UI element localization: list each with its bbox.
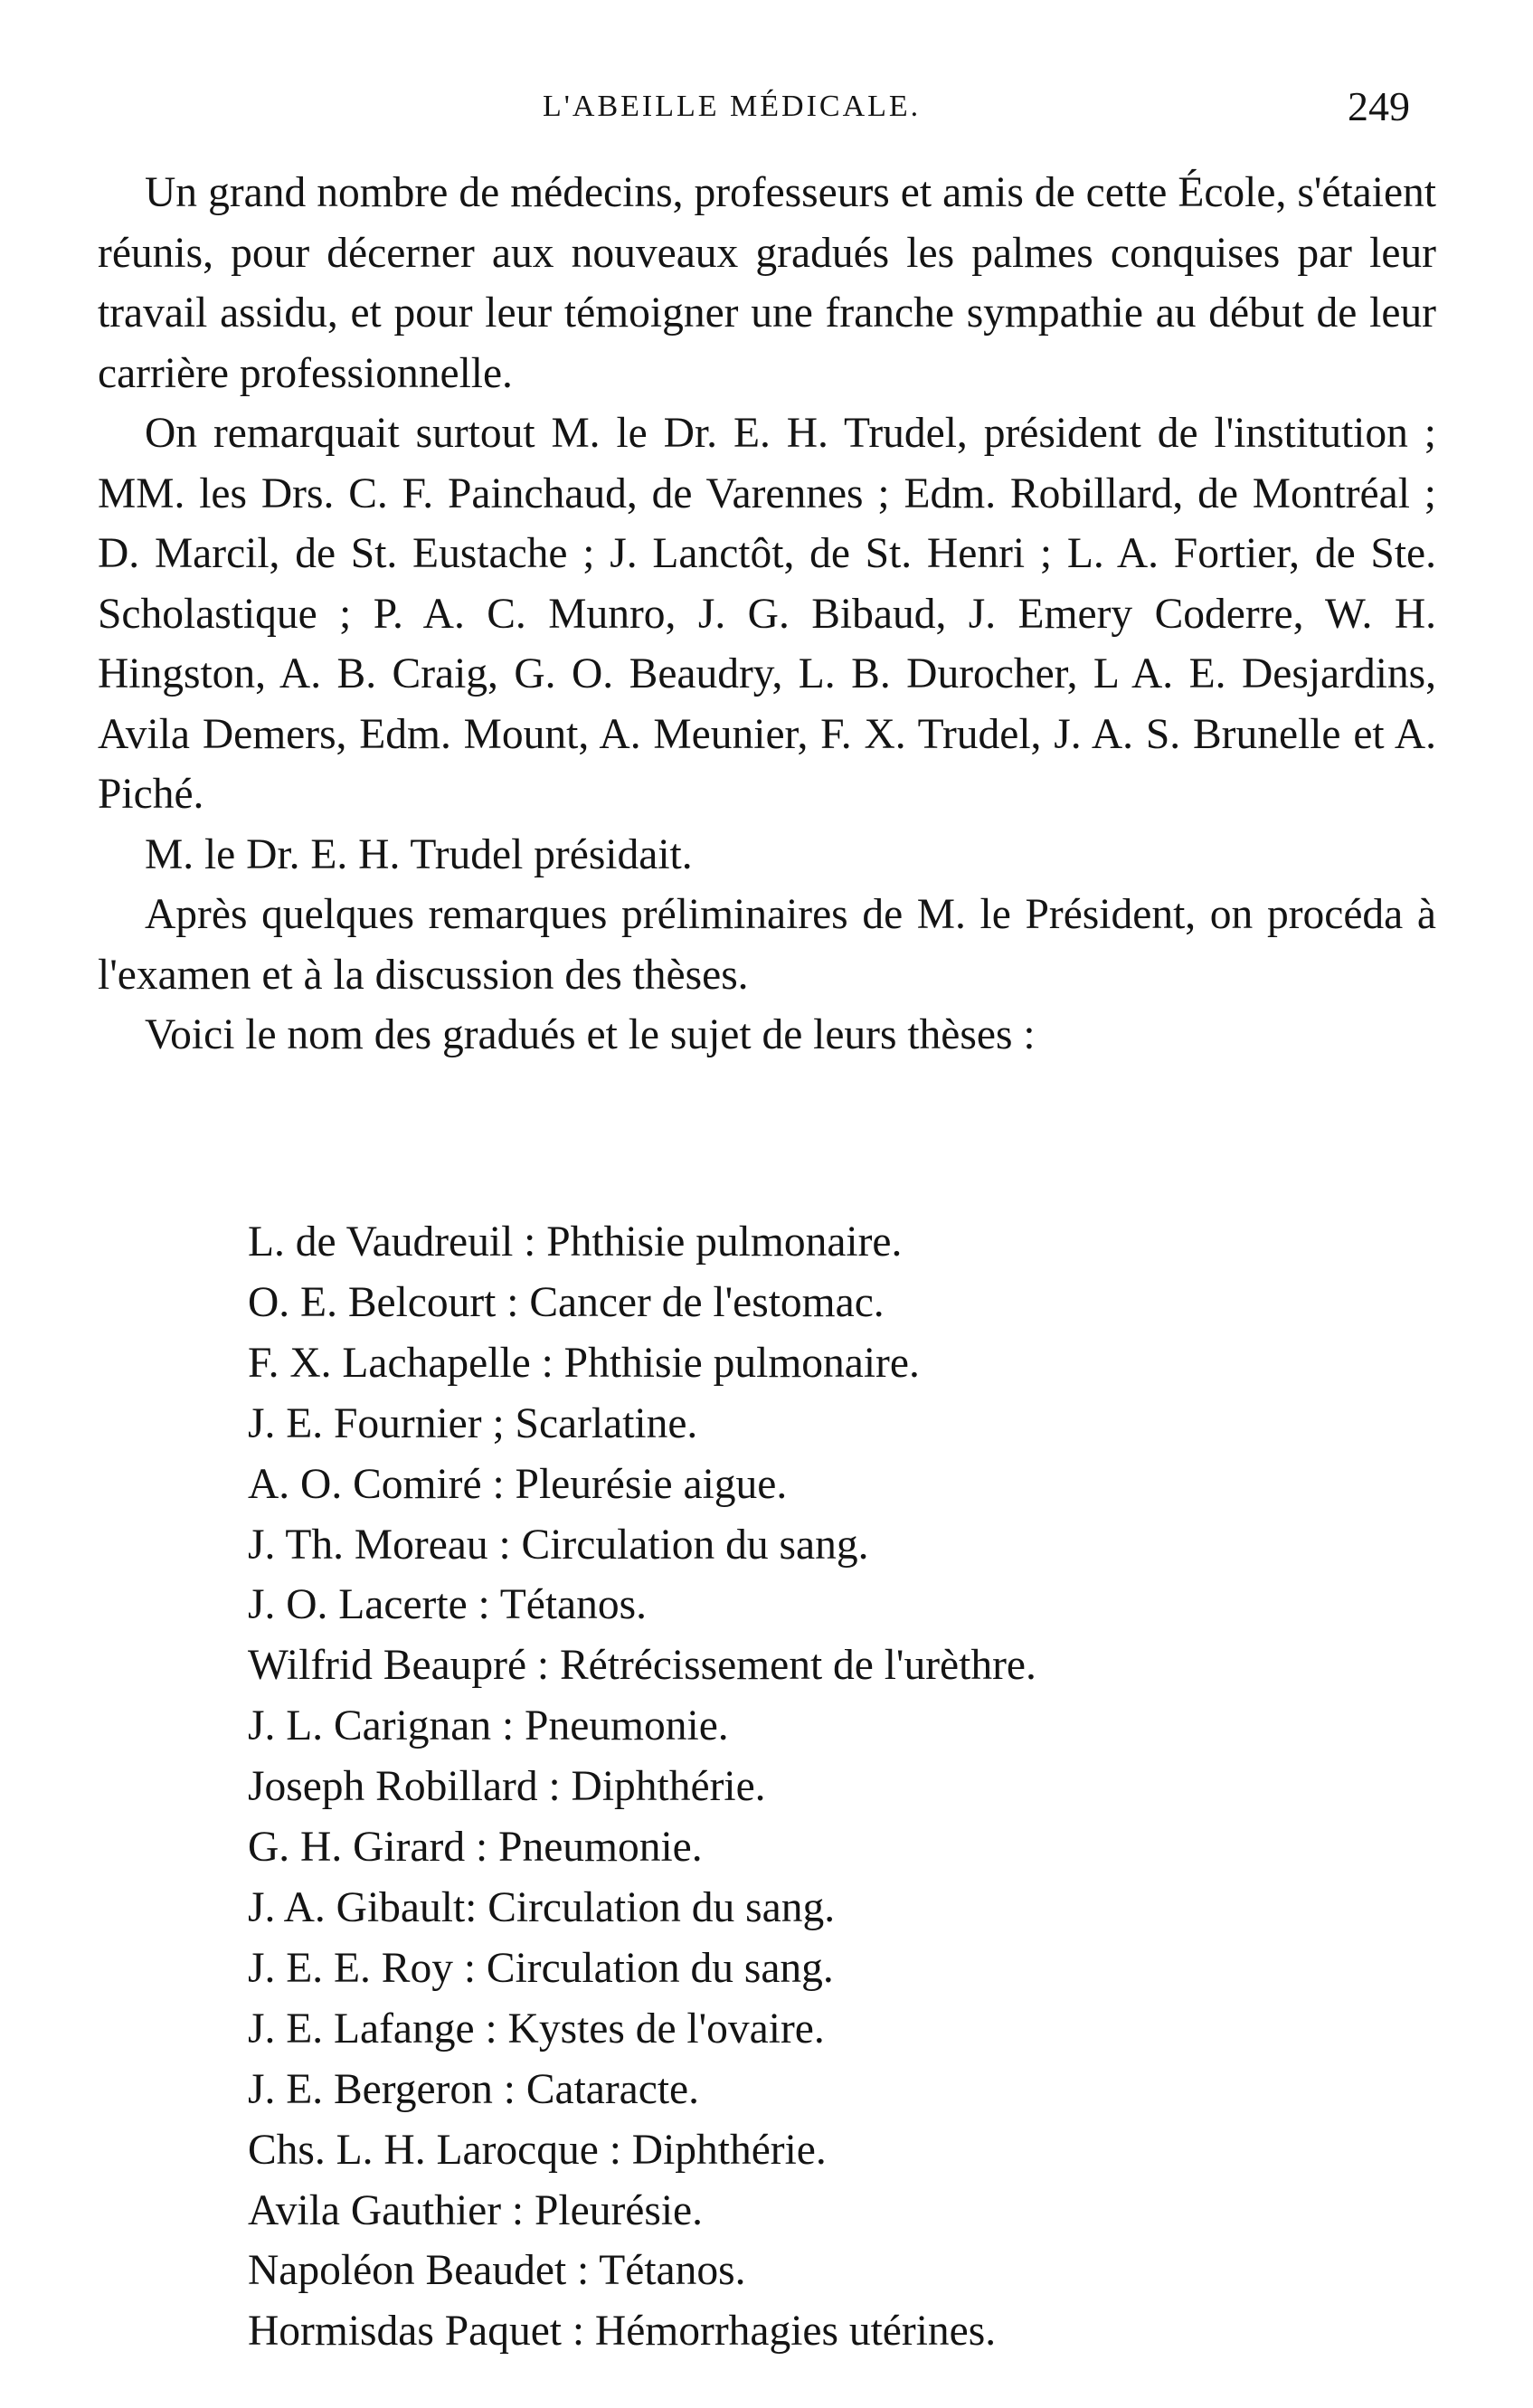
thesis-item: Napoléon Beaudet : Tétanos. bbox=[248, 2247, 746, 2295]
thesis-item: J. E. Bergeron : Cataracte. bbox=[248, 2065, 700, 2113]
thesis-item: J. L. Carignan : Pneumonie. bbox=[248, 1702, 729, 1750]
thesis-item: A. O. Comiré : Pleurésie aigue. bbox=[248, 1460, 788, 1508]
thesis-item: Wilfrid Beaupré : Rétrécissement de l'urèthre. bbox=[248, 1642, 1036, 1690]
thesis-item: G. H. Girard : Pneumonie. bbox=[248, 1824, 703, 1872]
paragraph-presiding: M. le Dr. E. H. Trudel présidait. bbox=[145, 830, 693, 878]
thesis-item: J. E. E. Roy : Circulation du sang. bbox=[248, 1944, 834, 1992]
thesis-item: Joseph Robillard : Diphthérie. bbox=[248, 1763, 766, 1811]
paragraph-proceedings: Après quelques remarques préliminaires de M. le Président, on procéda à l'examen et à la discussion des thèses. bbox=[98, 891, 1436, 999]
thesis-item: Chs. L. H. Larocque : Diphthérie. bbox=[248, 2126, 827, 2174]
thesis-item: J. A. Gibault: Circulation du sang. bbox=[248, 1883, 836, 1931]
thesis-item: O. E. Belcourt : Cancer de l'estomac. bbox=[248, 1278, 885, 1326]
thesis-item: J. Th. Moreau : Circulation du sang. bbox=[248, 1521, 869, 1569]
thesis-item: J. O. Lacerte : Tétanos. bbox=[248, 1581, 647, 1629]
thesis-item: J. E. Lafange : Kystes de l'ovaire. bbox=[248, 2005, 825, 2052]
page-number: 249 bbox=[1348, 83, 1410, 129]
paragraph-list-intro: Voici le nom des gradués et le sujet de leurs thèses : bbox=[145, 1011, 1036, 1058]
thesis-list bbox=[248, 1212, 1424, 2362]
running-title: L'ABEILLE MÉDICALE. bbox=[543, 90, 922, 123]
running-header bbox=[0, 80, 1533, 134]
paragraph-attendees: On remarquait surtout M. le Dr. E. H. Trudel, président de l'institution ; MM. les Drs. C. F. Painchaud, de Varennes ; Edm. Robillard, de Montréal ; D. Marcil, de St. Eustache ; J. Lanctôt, de St. Henri ; L. A. Fortier, de Ste. Scholastique ; P. A. C. Munro, J. G. Bibaud, J. Emery Coderre, W. H. Hingston, A. B. Craig, G. O. Beaudry, L. B. Durocher, L A. E. Desjardins, Avila Demers, Edm. Mount, A. Meunier, F. X. Trudel, J. A. S. Brunelle et A. Piché. bbox=[98, 410, 1436, 818]
thesis-item: L. de Vaudreuil : Phthisie pulmonaire. bbox=[248, 1218, 903, 1266]
thesis-item: F. X. Lachapelle : Phthisie pulmonaire. bbox=[248, 1339, 920, 1387]
thesis-item: J. E. Fournier ; Scarlatine. bbox=[248, 1399, 698, 1447]
body-text bbox=[98, 163, 1436, 1066]
thesis-item: Hormisdas Paquet : Hémorrhagies utérines. bbox=[248, 2308, 997, 2356]
thesis-item: Avila Gauthier : Pleurésie. bbox=[248, 2186, 703, 2234]
paragraph-intro: Un grand nombre de médecins, professeurs et amis de cette École, s'étaient réunis, pour décerner aux nouveaux gradués les palmes conquises par leur travail assidu, et pour leur témoigner une franche sympathie au début de leur carrière professionnelle. bbox=[98, 169, 1436, 397]
